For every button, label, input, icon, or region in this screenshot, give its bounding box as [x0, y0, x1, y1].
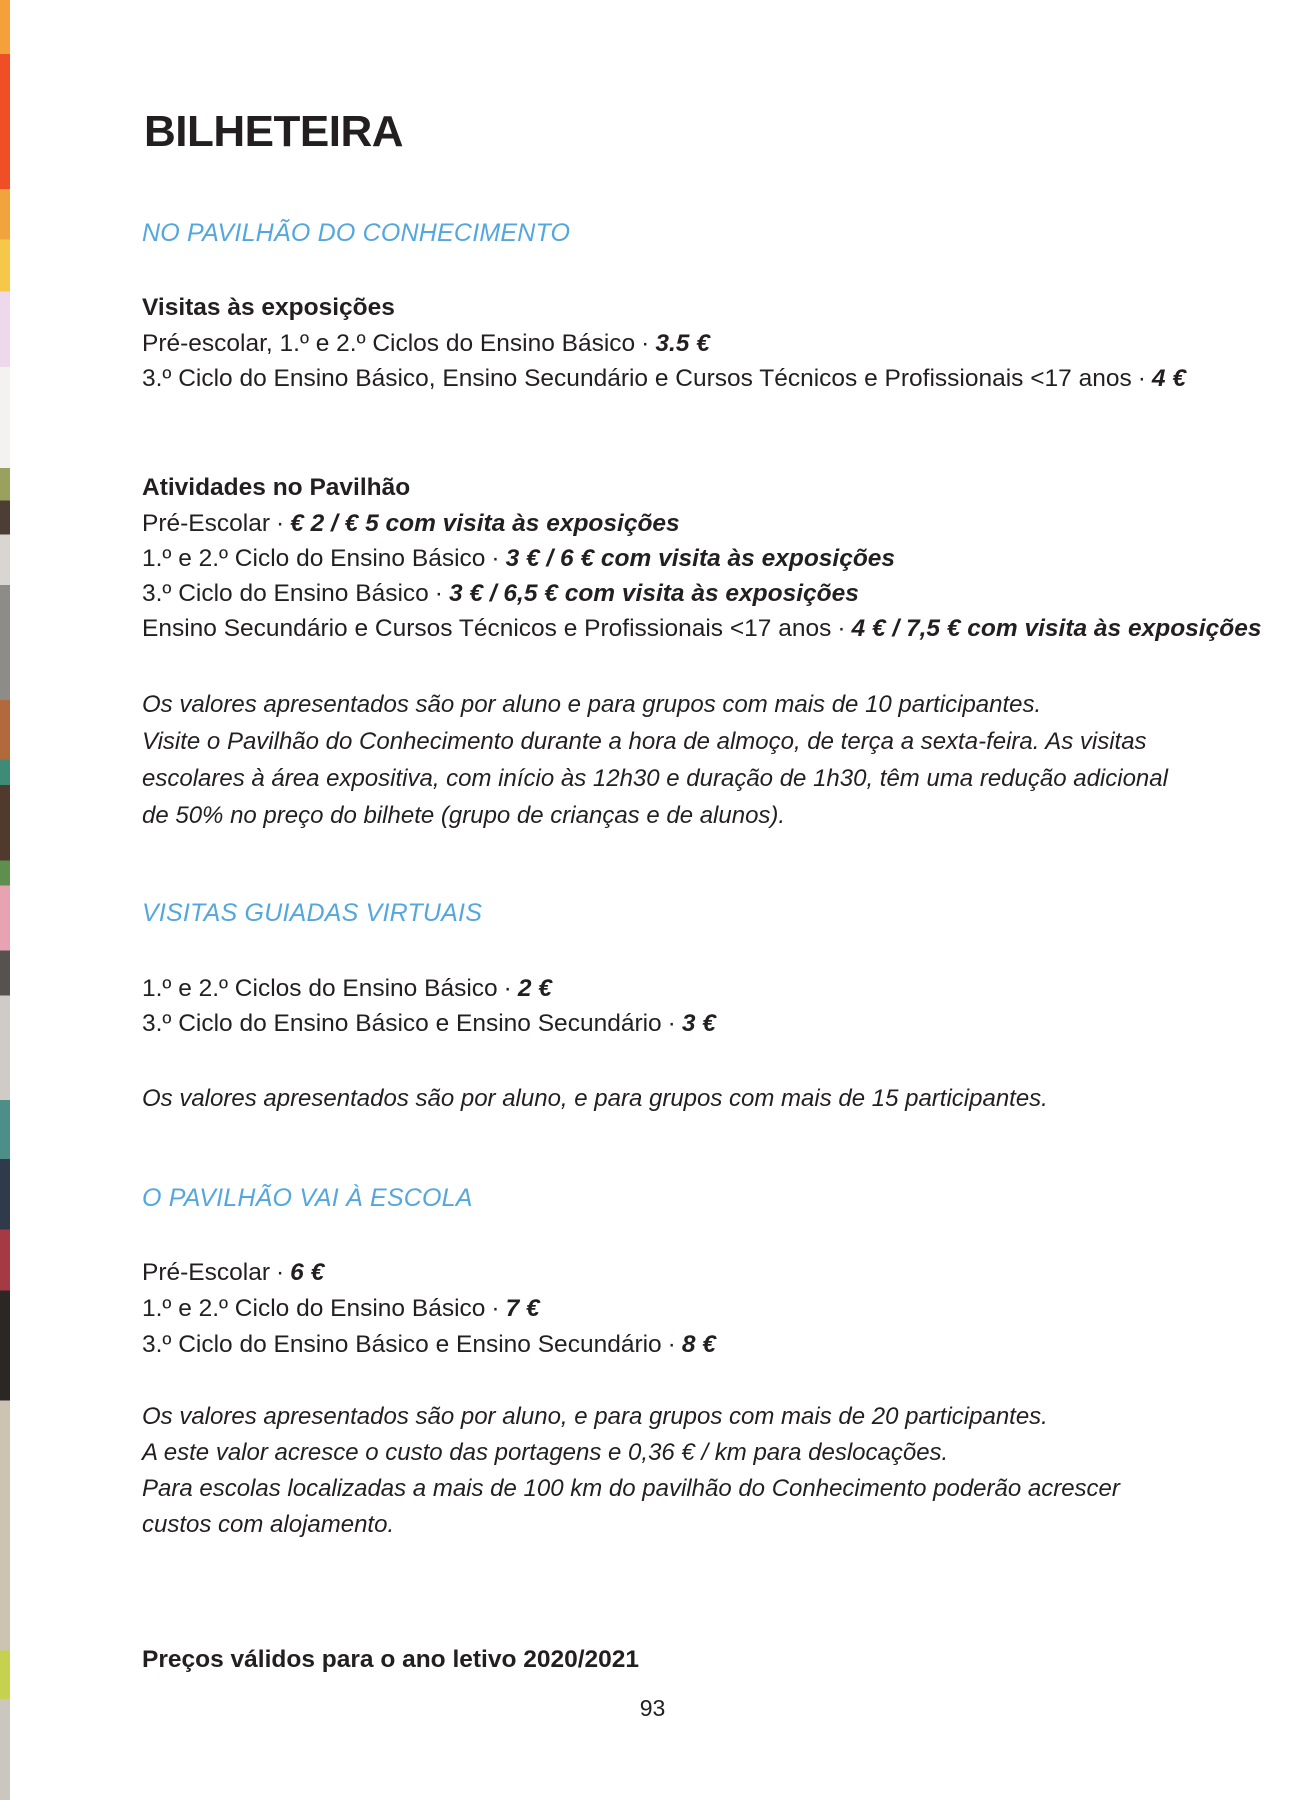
price-label: 3.º Ciclo do Ensino Básico e Ensino Secundário: [142, 1331, 662, 1358]
price-value: 2 €: [517, 975, 552, 1002]
page-edge-strip: [0, 0, 10, 1800]
price-label: 1.º e 2.º Ciclo do Ensino Básico: [142, 1295, 486, 1322]
price-value: 4 €: [1151, 365, 1186, 392]
note-text: Os valores apresentados são por aluno e para grupos com mais de 10 participantes.: [142, 691, 1042, 718]
separator-dot: ·: [275, 510, 285, 537]
price-line: [142, 326, 1186, 361]
price-label: 3.º Ciclo do Ensino Básico: [142, 580, 429, 607]
price-value: 7 €: [505, 1295, 540, 1322]
block-visitas-virtuais: [142, 971, 716, 1041]
price-value: 3.5 €: [655, 330, 710, 357]
separator-dot: ·: [491, 545, 500, 572]
price-value: 3 € / 6,5 € com visita às exposições: [448, 580, 859, 607]
price-line: [142, 611, 1261, 646]
block-atividades-pavilhao: [142, 470, 1261, 646]
separator-dot: ·: [434, 580, 443, 607]
notes-pavilhao-escola: [142, 1399, 1190, 1543]
price-line: [142, 1255, 716, 1291]
section-heading-visitas-virtuais: VISITAS GUIADAS VIRTUAIS: [142, 899, 483, 927]
price-label: Pré-Escolar: [142, 1259, 270, 1286]
separator-dot: ·: [837, 615, 846, 642]
note-text: A este valor acresce o custo das portagens e 0,36 € / km para deslocações.: [142, 1439, 949, 1466]
price-label: Pré-escolar, 1.º e 2.º Ciclos do Ensino Básico: [142, 330, 636, 357]
price-line: [142, 1006, 716, 1041]
price-label: 1.º e 2.º Ciclo do Ensino Básico: [142, 545, 486, 572]
price-value: 4 € / 7,5 € com visita às exposições: [851, 615, 1262, 642]
price-line: [142, 971, 716, 1006]
price-value: 6 €: [290, 1259, 325, 1286]
subheading-atividades-pavilhao: Atividades no Pavilhão: [142, 474, 411, 501]
section-heading-no-pavilhao: NO PAVILHÃO DO CONHECIMENTO: [142, 219, 571, 247]
price-label: 3.º Ciclo do Ensino Básico, Ensino Secundário e Cursos Técnicos e Profissionais <17 anos: [142, 365, 1132, 392]
block-pavilhao-escola: [142, 1255, 716, 1363]
separator-dot: ·: [491, 1295, 500, 1322]
subheading-visitas-exposicoes: Visitas às exposições: [142, 294, 395, 321]
price-line: [142, 1291, 716, 1327]
price-label: Ensino Secundário e Cursos Técnicos e Profissionais <17 anos: [142, 615, 832, 642]
note-text: Visite o Pavilhão do Conhecimento durante a hora de almoço, de terça a sexta-feira. As visitas escolares à área expositiva, com início às 12h30 e duração de 1h30, têm uma redução adicional de 50% no preço do bilhete (grupo de crianças e de alunos).: [142, 728, 1168, 829]
price-label: 3.º Ciclo do Ensino Básico e Ensino Secundário: [142, 1010, 662, 1037]
price-line: [142, 361, 1186, 396]
notes-visitas-virtuais: [142, 1080, 1190, 1117]
notes-no-pavilhao: [142, 686, 1190, 834]
page-title: BILHETEIRA: [144, 107, 403, 156]
section-heading-pavilhao-escola: O PAVILHÃO VAI À ESCOLA: [142, 1184, 473, 1212]
price-value: 8 €: [681, 1331, 716, 1358]
price-line: [142, 576, 1261, 611]
note-text: Os valores apresentados são por aluno, e para grupos com mais de 20 participantes.: [142, 1403, 1048, 1430]
separator-dot: ·: [1137, 365, 1146, 392]
price-value: € 2 / € 5 com visita às exposições: [290, 510, 680, 537]
price-label: 1.º e 2.º Ciclos do Ensino Básico: [142, 975, 498, 1002]
price-label: Pré-Escolar: [142, 510, 270, 537]
page-number: 93: [639, 1695, 666, 1721]
note-text: Os valores apresentados são por aluno, e para grupos com mais de 15 participantes.: [142, 1085, 1048, 1112]
note-text: Para escolas localizadas a mais de 100 km do pavilhão do Conhecimento poderão acrescer custos com alojamento.: [142, 1475, 1120, 1538]
price-value: 3 € / 6 € com visita às exposições: [505, 545, 896, 572]
separator-dot: ·: [667, 1010, 676, 1037]
price-value: 3 €: [681, 1010, 716, 1037]
block-visitas-exposicoes: [142, 290, 1186, 396]
separator-dot: ·: [275, 1259, 285, 1286]
separator-dot: ·: [641, 330, 650, 357]
separator-dot: ·: [503, 975, 512, 1002]
price-line: [142, 541, 1261, 576]
validity-note: Preços válidos para o ano letivo 2020/2021: [142, 1646, 640, 1673]
price-line: [142, 1327, 716, 1363]
price-line: [142, 506, 1261, 541]
separator-dot: ·: [667, 1331, 676, 1358]
